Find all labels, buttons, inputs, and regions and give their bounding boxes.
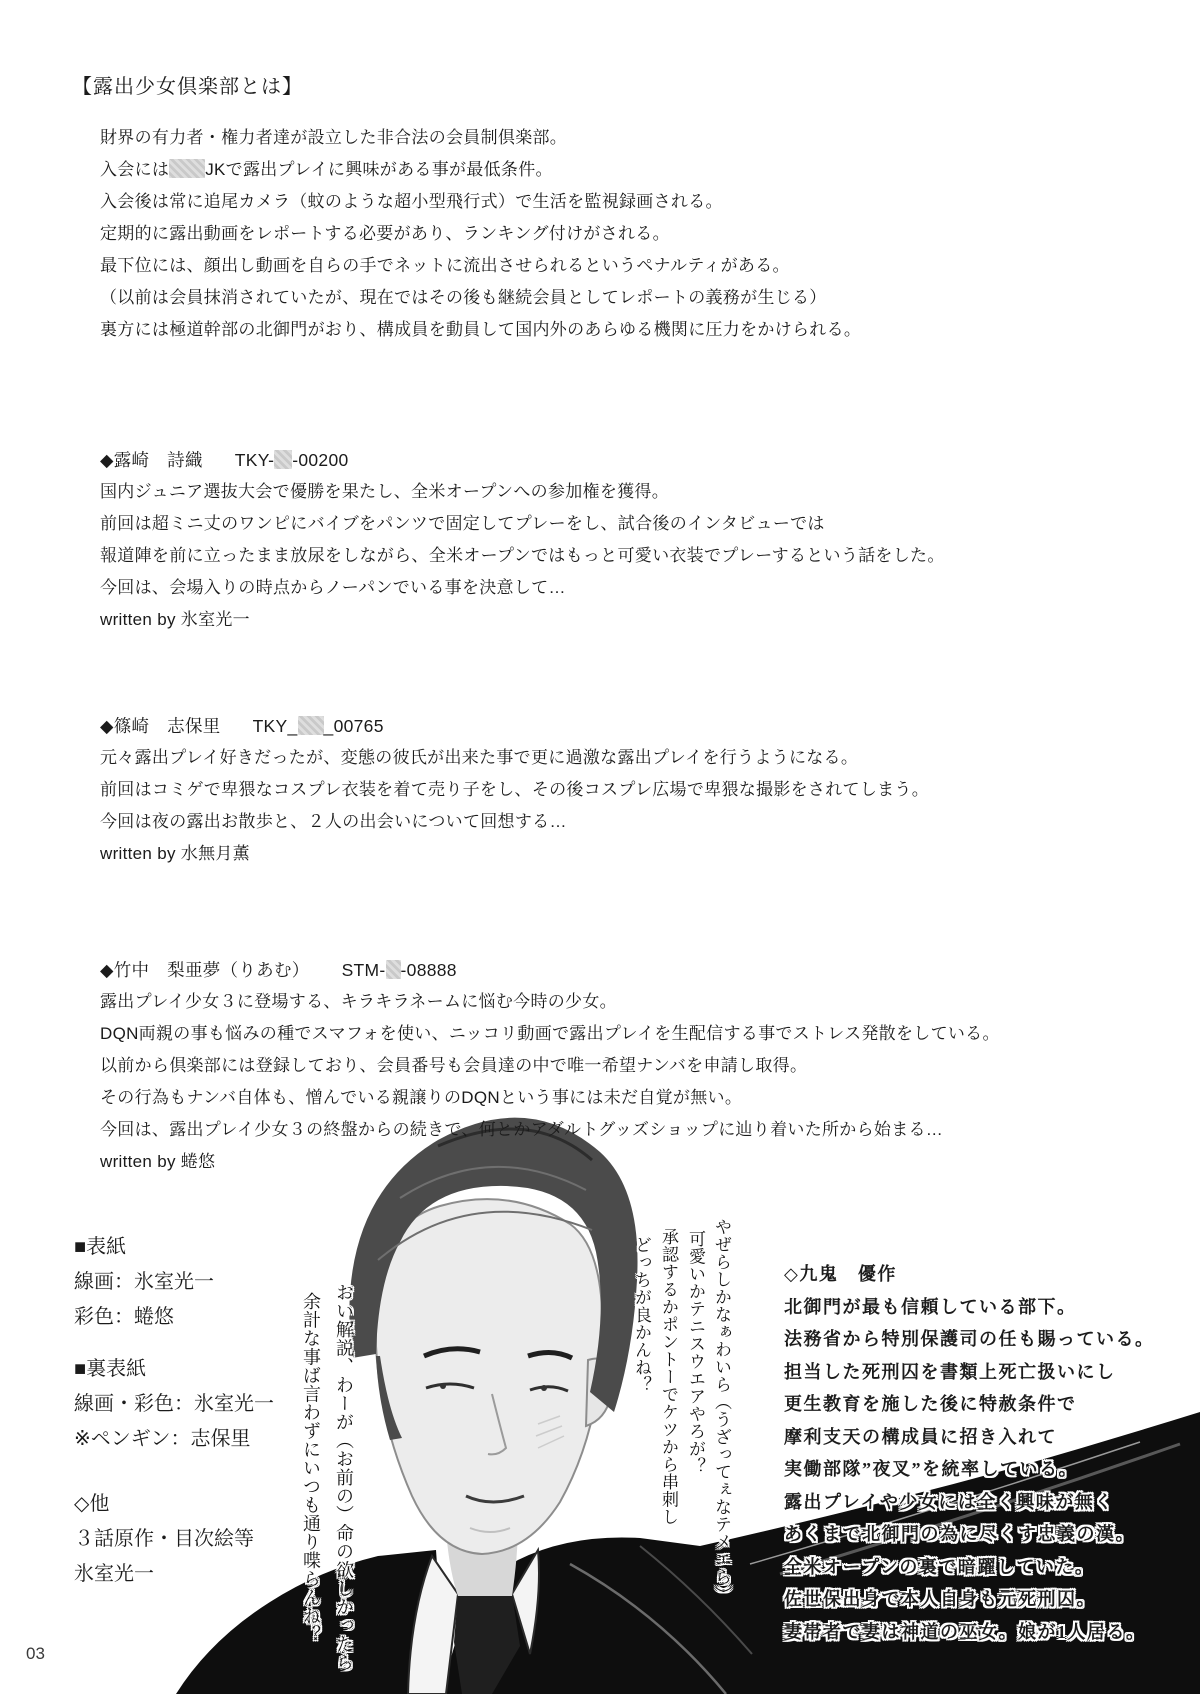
text-line: 元々露出プレイ好きだったが、変態の彼氏が出来た事で更に過激な露出プレイを行うようになる。 [100, 748, 859, 767]
character-name: ◆竹中 梨亜夢（りあむ） [100, 960, 310, 980]
text-line: 前回は超ミニ丈のワンピにバイブをパンツで固定してプレーをし、試合後のインタビューでは [100, 514, 825, 533]
text-line: 露出プレイ少女３に登場する、キラキラネームに悩む今時の少女。 [100, 992, 617, 1011]
text-line: 担当した死刑囚を書類上死亡扱いにし [784, 1361, 1116, 1382]
character-heading [100, 444, 945, 476]
member-id: TKY_ _00765 [252, 716, 384, 736]
text-line: 北御門が最も信頼している部下。 [784, 1296, 1077, 1317]
page-title: 【露出少女倶楽部とは】 [72, 76, 303, 98]
text-line [100, 154, 861, 186]
text-line: 実働部隊”夜叉”を統率している。 [784, 1459, 1078, 1479]
character-section-tsuyuzaki [100, 444, 945, 636]
text-line: DQN両親の事も悩みの種でスマフォを使い、ニッコリ動画で露出プレイを生配信する事でストレス発散をしている。 [100, 1024, 1000, 1043]
text-line: 佐世保出身で本人自身も元死刑囚。 [784, 1589, 1096, 1609]
text-line: 最下位には、顔出し動画を自らの手でネットに流出させられるというペナルティがある。 [100, 256, 790, 275]
character-section-takenaka [100, 954, 1000, 1178]
character-name: ◇九鬼 優作 [784, 1264, 897, 1284]
page-number: 03 [26, 1644, 45, 1663]
credits-heading: ◇他 [74, 1493, 110, 1515]
character-heading [100, 954, 1000, 986]
censored-mosaic [274, 450, 292, 469]
character-heading [100, 710, 929, 742]
censored-mosaic [169, 159, 205, 178]
speech-column: やぜらしかなぁわいら（うざってぇなテメエら） [712, 1218, 731, 1603]
text-line: 財界の有力者・権力者達が設立した非合法の会員制倶楽部。 [100, 128, 568, 147]
text-line: 入会後は常に追尾カメラ（蚊のような超小型飛行式）で生活を監視録画される。 [100, 192, 723, 211]
character-section-shinozaki [100, 710, 929, 870]
speech-column: 余計な事ば言わずにいつも通り喋らんね？ [301, 1292, 321, 1644]
member-id: TKY- -00200 [234, 450, 349, 470]
text-line: （以前は会員抹消されていたが、現在ではその後も継続会員としてレポートの義務が生じる） [100, 288, 827, 307]
character-name: ◆露崎 詩織 [100, 450, 203, 470]
text-line: 露出プレイや少女には全く興味が無く [784, 1491, 1114, 1512]
text-line: 摩利支天の構成員に招き入れて [784, 1426, 1057, 1447]
text-line: 前回はコミゲで卑猥なコスプレ衣装を着て売り子をし、その後コスプレ広場で卑猥な撮影をされてしまう。 [100, 780, 930, 799]
text-line: 法務省から特別保護司の任も賜っている。 [784, 1329, 1155, 1349]
text-segment: 入会には [100, 160, 170, 179]
credits-other [74, 1487, 254, 1592]
character-section-kuki [784, 1258, 1184, 1648]
club-description [100, 122, 861, 346]
credit-line: 線画：氷室光一 [74, 1271, 214, 1293]
credit-line: ※ペンギン：志保里 [74, 1428, 251, 1450]
pupil [541, 1385, 547, 1391]
credits-heading: ■裏表紙 [74, 1358, 147, 1380]
text-line: 妻帯者で妻は神道の巫女。娘が1人居る。 [784, 1621, 1146, 1642]
text-line: 定期的に露出動画をレポートする必要があり、ランキング付けがされる。 [100, 224, 670, 243]
credit-line: 氷室光一 [74, 1563, 154, 1585]
text-line: 今回は夜の露出お散歩と、２人の出会いについて回想する… [100, 812, 567, 831]
censored-mosaic [298, 716, 324, 735]
credits-back-cover [74, 1352, 274, 1457]
text-line: 以前から倶楽部には登録しており、会員番号も会員達の中で唯一希望ナンバを申請し取得。 [100, 1056, 808, 1075]
writer-credit: written by 水無月薫 [100, 844, 250, 863]
censored-mosaic [386, 960, 401, 979]
credit-line: 線画・彩色：氷室光一 [74, 1393, 274, 1415]
writer-credit: written by 氷室光一 [100, 610, 250, 629]
credits-cover [74, 1230, 214, 1335]
credit-line: ３話原作・目次絵等 [74, 1528, 254, 1550]
text-line: あくまで北御門の為に尽くす忠義の漢。 [784, 1524, 1135, 1544]
text-segment: JKで露出プレイに興味がある事が最低条件。 [205, 160, 553, 179]
speech-column: どっちが良かんね？ [632, 1236, 651, 1394]
text-line: 今回は、露出プレイ少女３の終盤からの続きで、何とかアダルトグッズショップに辿り着いた所から始まる… [100, 1120, 944, 1139]
character-name: ◆篠崎 志保里 [100, 716, 221, 736]
speech-column: 承認するかポントーでケツから串刺し [659, 1228, 678, 1526]
text-line: 全米オープンの裏で暗躍していた。 [784, 1556, 1095, 1577]
text-line: その行為もナンバ自体も、憎んでいる親譲りのDQNという事には未だ自覚が無い。 [100, 1088, 743, 1107]
member-id: STM- -08888 [341, 960, 457, 980]
text-line: 更生教育を施した後に特赦条件で [784, 1394, 1077, 1414]
speech-column: 可愛いかテニスウエアやろが？ [686, 1230, 705, 1475]
credits-heading: ■表紙 [74, 1236, 127, 1258]
credit-line: 彩色：蜷悠 [74, 1306, 174, 1328]
writer-credit: written by 蜷悠 [100, 1152, 216, 1171]
text-line: 裏方には極道幹部の北御門がおり、構成員を動員して国内外のあらゆる機関に圧力をかけられる。 [100, 320, 862, 339]
text-line: 今回は、会場入りの時点からノーパンでいる事を決意して… [100, 578, 566, 597]
pupil [440, 1383, 446, 1389]
speech-column: おい解説、わーが（お前の）命の欲しかったら [334, 1283, 354, 1672]
text-line: 国内ジュニア選抜大会で優勝を果たし、全米オープンへの参加権を獲得。 [100, 482, 670, 501]
text-line: 報道陣を前に立ったまま放尿をしながら、全米オープンではもっと可愛い衣装でプレーするという話をした。 [100, 546, 945, 565]
